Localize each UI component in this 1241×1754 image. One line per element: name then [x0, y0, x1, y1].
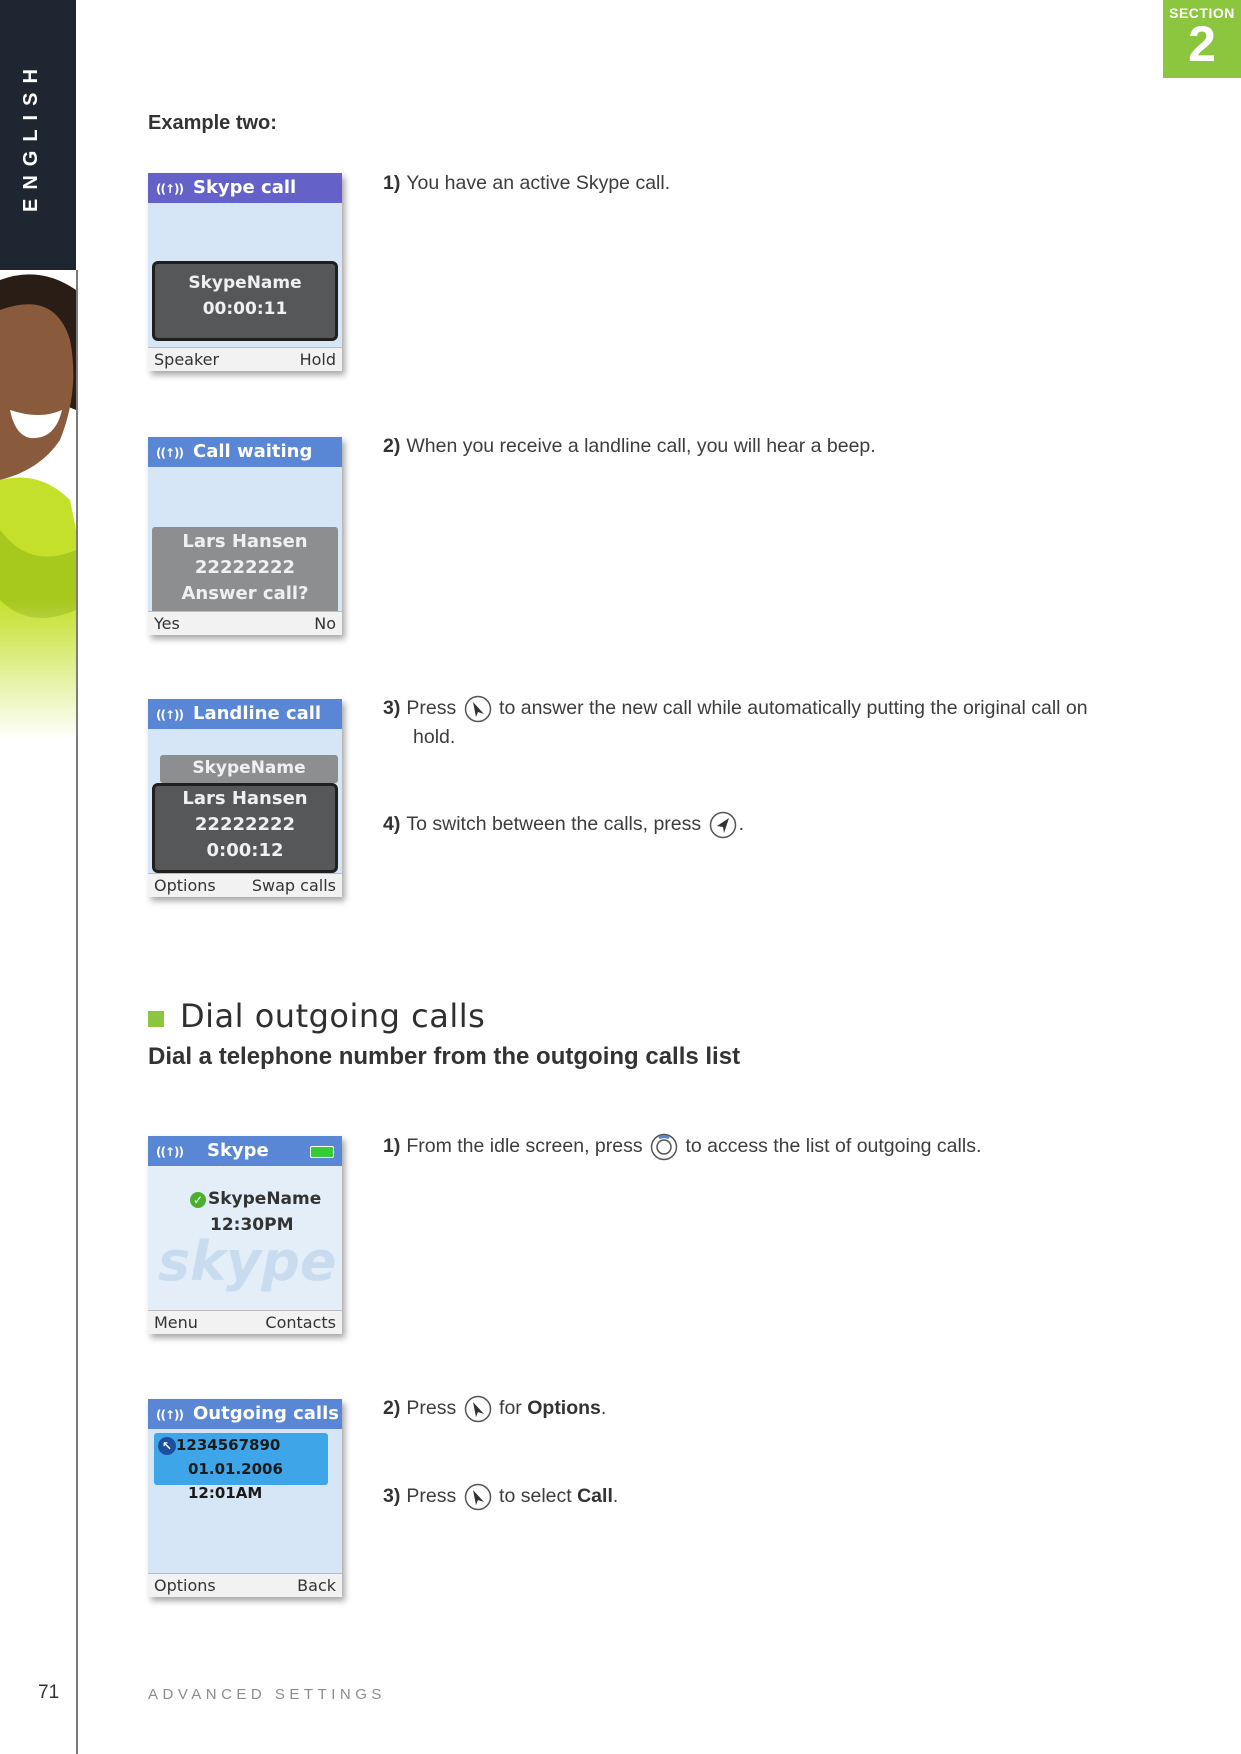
softkey-right[interactable]: No [314, 614, 336, 633]
language-label: ENGLISH [20, 60, 42, 212]
section-label: SECTION [1169, 5, 1235, 21]
call-duration: 0:00:12 [206, 840, 284, 861]
section-bullet-square [148, 1011, 164, 1027]
signal-icon: ((↑)) [156, 182, 183, 196]
section-badge [1163, 0, 1241, 78]
caller-name: SkypeName [188, 273, 302, 293]
phone-screen-skype-idle [148, 1136, 342, 1334]
right-softkey-icon [464, 1483, 492, 1511]
caller-number: 22222222 [194, 557, 296, 578]
section-title: Dial outgoing calls [180, 997, 486, 1035]
call-number: 1234567890 [176, 1436, 281, 1454]
step-number: 2) [383, 435, 401, 457]
step-number: 1) [383, 1135, 401, 1157]
step-punct: . [612, 1485, 619, 1507]
step-bold-option: Call [577, 1485, 613, 1507]
step-punct: . [600, 1397, 607, 1419]
active-call-box [152, 783, 338, 873]
phone-screen-landline-call [148, 699, 342, 897]
softkey-left[interactable]: Yes [154, 614, 180, 633]
dial-step-2 [383, 1394, 606, 1423]
woman-photo [0, 270, 76, 740]
example-step-3 [383, 694, 1143, 752]
screen-title: Landline call [193, 703, 322, 724]
softkey-right[interactable]: Back [297, 1576, 336, 1595]
battery-icon [310, 1146, 334, 1158]
softkey-right[interactable]: Swap calls [251, 876, 336, 895]
screen-title: Call waiting [193, 441, 313, 462]
section-number: 2 [1188, 16, 1216, 72]
answer-prompt: Answer call? [181, 583, 309, 604]
step-text-cont: to answer the new call while automatically putting the original call on [499, 697, 1088, 719]
screen-title: Skype [207, 1140, 269, 1161]
screen-title: Skype call [193, 177, 297, 198]
skype-watermark: skype [158, 1230, 337, 1293]
softkey-bar [148, 611, 342, 635]
softkey-right[interactable]: Contacts [265, 1313, 336, 1332]
screen-title-bar [148, 437, 342, 467]
step-text: To switch between the calls, press [406, 813, 702, 835]
step-number: 3) [383, 697, 401, 719]
signal-icon: ((↑)) [156, 1408, 183, 1422]
softkey-bar [148, 873, 342, 897]
user-name: SkypeName [208, 1189, 322, 1209]
step-number: 1) [383, 172, 401, 194]
caller-name: Lars Hansen [182, 531, 308, 552]
incoming-call-box [152, 527, 338, 613]
dial-step-1 [383, 1132, 981, 1161]
margin-rule [76, 270, 78, 1754]
step-text: Press [406, 697, 457, 719]
step-number: 3) [383, 1485, 401, 1507]
right-softkey-icon [464, 695, 492, 723]
softkey-left[interactable]: Options [154, 876, 216, 895]
footer-section-name: ADVANCED SETTINGS [148, 1686, 386, 1703]
right-softkey-icon [464, 1395, 492, 1423]
phone-screen-skype-call [148, 173, 342, 371]
step-text: From the idle screen, press [406, 1135, 643, 1157]
page-number: 71 [38, 1682, 60, 1703]
dial-step-3 [383, 1482, 618, 1511]
softkey-bar [148, 1310, 342, 1334]
example-step-2 [383, 432, 876, 461]
caller-number: 22222222 [194, 814, 296, 835]
softkey-right[interactable]: Hold [299, 350, 336, 369]
step-text-mid: to select [499, 1485, 572, 1507]
screen-title: Outgoing calls [193, 1403, 339, 1424]
section-subheading: Dial a telephone number from the outgoing calls list [148, 1043, 741, 1070]
example-heading: Example two: [148, 112, 277, 134]
step-text-cont: to access the list of outgoing calls. [685, 1135, 982, 1157]
outgoing-arrow-icon: ↖ [158, 1437, 176, 1455]
screen-title-bar [148, 1399, 342, 1429]
step-text: Press [406, 1485, 457, 1507]
outgoing-call-entry[interactable] [154, 1433, 328, 1502]
language-sidebar [0, 0, 76, 270]
step-text: Press [406, 1397, 457, 1419]
step-text: You have an active Skype call. [406, 172, 671, 194]
signal-icon: ((↑)) [156, 708, 183, 722]
softkey-left[interactable]: Menu [154, 1313, 198, 1332]
phone-screen-outgoing-calls [148, 1399, 342, 1597]
phone-screen-call-waiting [148, 437, 342, 635]
online-status-icon: ✓ [190, 1192, 206, 1208]
call-info-box [152, 261, 338, 341]
screen-title-bar [148, 1136, 342, 1166]
example-step-1 [383, 169, 670, 198]
example-step-4 [383, 810, 744, 839]
softkey-left[interactable]: Speaker [154, 350, 220, 369]
step-text: When you receive a landline call, you will hear a beep. [406, 435, 876, 457]
step-punct: . [738, 813, 744, 835]
softkey-bar [148, 1573, 342, 1597]
step-text-wrap: hold. [413, 726, 456, 748]
left-softkey-icon [709, 811, 737, 839]
softkey-bar [148, 347, 342, 371]
step-number: 2) [383, 1397, 401, 1419]
navigation-key-icon [650, 1133, 678, 1161]
call-datetime: 01.01.2006 12:01AM [188, 1460, 283, 1502]
step-number: 4) [383, 813, 401, 835]
signal-icon: ((↑)) [156, 1145, 183, 1159]
call-duration: 00:00:11 [202, 299, 288, 319]
step-text-mid: for [499, 1397, 522, 1419]
screen-title-bar [148, 173, 342, 203]
held-call-name: SkypeName [160, 755, 338, 783]
softkey-left[interactable]: Options [154, 1576, 216, 1595]
caller-name: Lars Hansen [182, 788, 308, 809]
screen-title-bar [148, 699, 342, 729]
signal-icon: ((↑)) [156, 446, 183, 460]
step-bold-option: Options [527, 1397, 601, 1419]
clock-time: 12:30PM [210, 1215, 294, 1235]
